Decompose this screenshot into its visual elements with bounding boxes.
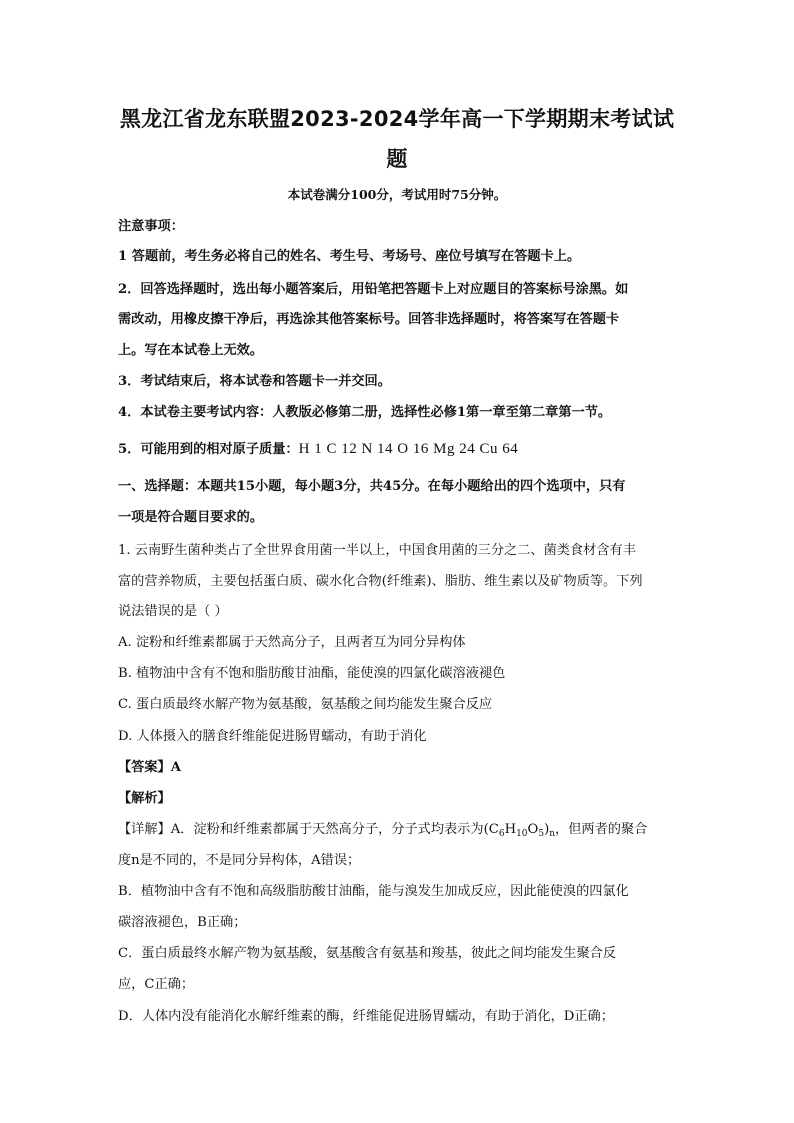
exam-title-line2: 题 (386, 147, 408, 171)
formula-h: H (504, 822, 517, 837)
section-heading-line1: 一、选择题：本题共15小题，每小题3分，共45分。在每小题给出的四个选项中，只有 (118, 479, 626, 494)
detail-a-text-end: ，但两者的聚合 (555, 822, 648, 837)
detail-b-line1: B．植物油中含有不饱和高级脂肪酸甘油酯，能与溴发生加成反应，因此能使溴的四氯化 (118, 884, 629, 899)
note-3: 3．考试结束后，将本试卷和答题卡一并交回。 (118, 374, 391, 389)
question1-option-d: D. 人体摄入的膳食纤维能促进肠胃蠕动，有助于消化 (118, 729, 427, 744)
section-heading-line2: 一项是符合题目要求的。 (118, 510, 264, 525)
note-2-line3: 上。写在本试卷上无效。 (118, 343, 264, 358)
subscript-6: 6 (498, 829, 505, 839)
atomic-mass-list: H 1 C 12 N 14 O 16 Mg 24 Cu 64 (298, 441, 519, 457)
detail-a-line1 (118, 821, 684, 843)
formula-paren: ) (544, 822, 550, 837)
question1-stem-line2: 富的营养物质，主要包括蛋白质、碳水化合物(纤维素)、脂肪、维生素以及矿物质等。下列 (118, 574, 643, 589)
notes-heading: 注意事项： (118, 219, 184, 234)
subscript-10: 10 (516, 829, 528, 839)
subscript-n: n (549, 829, 556, 839)
note-5-label: 5．可能用到的相对原子质量： (118, 442, 299, 457)
answer-label: 【答案】A (118, 760, 181, 775)
detail-c-line2: 应，C正确； (118, 977, 195, 992)
question1-stem-line1: 1. 云南野生菌种类占了全世界食用菌一半以上，中国食用菌的三分之二、菌类食材含有丰 (118, 543, 636, 558)
detail-a-line2: 度n是不同的，不是同分异构体，A错误； (118, 853, 361, 868)
detail-d-line1: D．人体内没有能消化水解纤维素的酶，纤维能促进肠胃蠕动，有助于消化，D正确； (118, 1009, 614, 1024)
detail-b-line2: 碳溶液褪色，B正确； (118, 915, 247, 930)
analysis-label: 【解析】 (118, 791, 171, 806)
detail-a-text: 【详解】A．淀粉和纤维素都属于天然高分子，分子式均表示为(C (118, 822, 499, 837)
exam-title-line1: 黑龙江省龙东联盟2023-2024学年高一下学期期末考试试 (119, 107, 675, 131)
question1-option-b: B. 植物油中含有不饱和脂肪酸甘油酯，能使溴的四氯化碳溶液褪色 (118, 666, 506, 681)
exam-subtitle: 本试卷满分100分，考试用时75分钟。 (287, 187, 507, 202)
subscript-5: 5 (538, 829, 545, 839)
note-2-line1: 2．回答选择题时，选出每小题答案后，用铅笔把答题卡上对应题目的答案标号涂黑。如 (118, 282, 629, 297)
note-1: 1 答题前，考生务必将自己的姓名、考生号、考场号、座位号填写在答题卡上。 (118, 249, 581, 264)
note-4: 4．本试卷主要考试内容：人教版必修第二册，选择性必修1第一章至第二章第一节。 (118, 405, 612, 420)
question1-option-c: C. 蛋白质最终水解产物为氨基酸，氨基酸之间均能发生聚合反应 (118, 697, 493, 712)
note-2-line2: 需改动，用橡皮擦干净后，再选涂其他答案标号。回答非选择题时，将答案写在答题卡 (118, 312, 620, 327)
question1-stem-line3: 说法错误的是（ ） (118, 604, 228, 619)
formula-o: O (527, 822, 539, 837)
question1-option-a: A. 淀粉和纤维素都属于天然高分子，且两者互为同分异构体 (118, 635, 466, 650)
detail-c-line1: C．蛋白质最终水解产物为氨基酸，氨基酸含有氨基和羧基，彼此之间均能发生聚合反 (118, 946, 617, 961)
note-5 (118, 440, 684, 459)
